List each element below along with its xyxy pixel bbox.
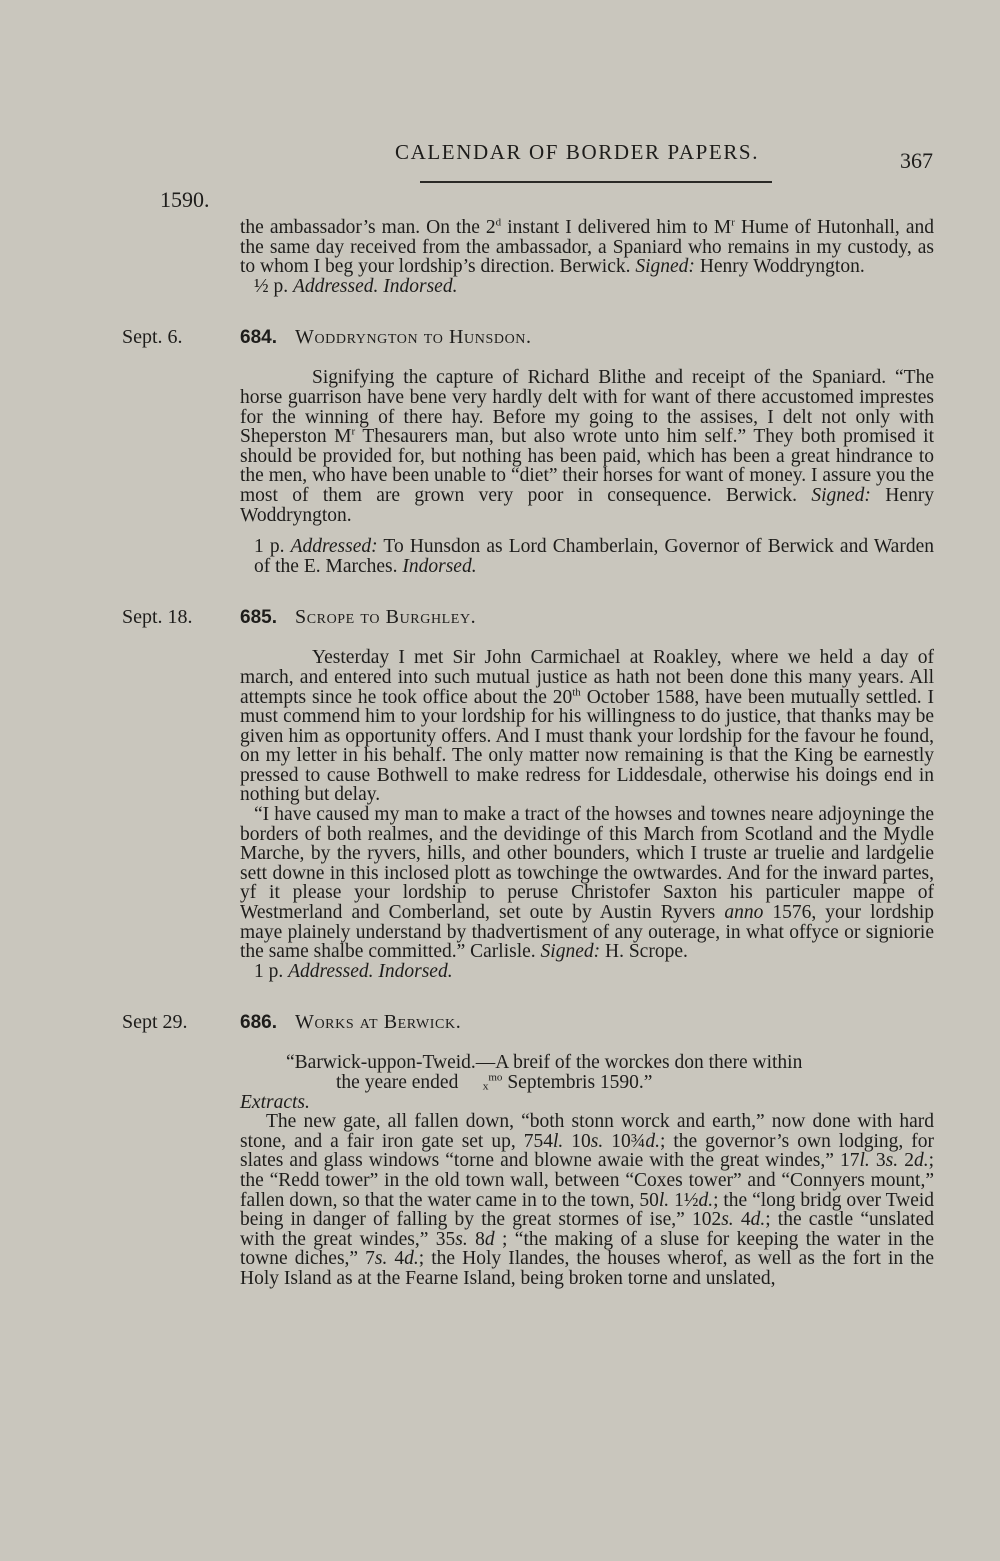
extracts-label: Extracts. <box>240 1091 310 1113</box>
entry-body-685-quote: “I have caused my man to make a tract of the howses and townes neare adjoyninge the borders of both realmes, and the devidinge of this March from Scotland and the Mydle Marche, by the ryvers, hills, and other bounders, which I truste ar truelie and lardgelie sett downe in this inclosed plott as towchinge the owtwardes. And for the inward partes, yf it please your lordship to peruse Christofer Saxton his particuler mappe of Westmerland and Comberland, set oute by Austin Ryvers anno 1576, your lordship maye plainely understand by thadvertisment of any outerage, in what offyce or signiorie the same shalbe committed.” Carlisle. Signed: H. Scrope. <box>240 804 934 963</box>
entry-body-685: Yesterday I met Sir John Carmichael at Roakley, where we held a day of march, and entered into such mutual justice as hath not been done this many years. All attempts since he took office about the 20th October 1588, have been mutually settled. I must commend him to your lordship for his willingness to do justice, that thanks may be given him as opportunity offers. And I must thank your lordship for the favour he found, on my letter in his behalf. The only matter now remaining is that the King be earnestly pressed to cause Bothwell to make redress for Liddesdale, otherwise his doings end in nothing but delay. <box>240 647 934 806</box>
margin-year: 1590. <box>160 187 210 212</box>
entry-date: Sept 29. <box>122 1011 188 1034</box>
entry-date: Sept. 18. <box>122 606 193 629</box>
entry-note-685: 1 p. Addressed. Indorsed. <box>254 960 453 982</box>
entry-title: Works at Berwick. <box>294 1011 462 1034</box>
entry-heading-684 <box>122 325 934 350</box>
continuation-note: ½ p. Addressed. Indorsed. <box>254 275 458 297</box>
header-rule <box>420 181 772 183</box>
entry-quote-686: “Barwick-uppon-Tweid.—A breif of the worckes don there within the yeare ended ₓ$^{mo}$ Septembris 1590.” <box>286 1052 803 1093</box>
page-content <box>122 216 935 1289</box>
entry-number: 686. <box>240 1012 277 1034</box>
entry-number: 685. <box>240 607 277 629</box>
entry-note-684: 1 p. Addressed: To Hunsdon as Lord Chamberlain, Governor of Berwick and Warden of the E. Marches. Indorsed. <box>254 536 934 577</box>
entry-body-684: Signifying the capture of Richard Blithe and receipt of the Spaniard. “The horse guarrison have bene very hardly delt with for want of there accustomed imprestes for the winning of there hay. Before my going to the assises, I delt not only with Sheperston $M^r$ Thesaurers man, but also wrote unto him self.” They both promised it should be provided for, but nothing has been paid, which has been a great hindrance to the men, who have been unable to “diet” their horses for want of money. I assure you the most of them are grown very poor in consequence. Berwick. Signed: Henry Woddryngton. <box>240 367 934 526</box>
entry-heading-686 <box>122 1010 934 1035</box>
page-number: 367 <box>900 148 933 173</box>
entry-heading-685 <box>122 605 934 630</box>
running-head: CALENDAR OF BORDER PAPERS. <box>395 140 760 164</box>
entry-number: 684. <box>240 327 277 349</box>
continuation-paragraph: the ambassador’s man. On the 2$^d$ instant I delivered him to $M^r$ Hume of Hutonhall, and the same day received from the ambassador, a Spaniard who remains in my custody, as to whom I beg your lordship’s direction. Berwick. Signed: Henry Woddryngton. <box>240 216 935 278</box>
entry-date: Sept. 6. <box>122 326 183 349</box>
entry-body-686: The new gate, all fallen down, “both stonn worck and earth,” now done with hard stone, and a fair iron gate set up, 754l. 10s. 10¾d.; the governor’s own lodging, for slates and glass windows “torne and blowne awaie with the great windes,” 17l. 3s. 2d.; the “Redd tower” in the old town wall, between “Coxes tower” and “Connyers mount,” fallen down, so that the water came in to the town, 50l. 1½d.; the “long bridg over Tweid being in danger of falling by the great stormes of ise,” 102s. 4d.; the castle “unslated with the great windes,” 35s. 8d ; “the making of a sluse for keeping the water in the towne diches,” 7s. 4d.; the Holy Ilandes, the houses wherof, as well as the fort in the Holy Island as at the Fearne Island, being broken torne and unslated, <box>240 1111 935 1289</box>
entry-title: Woddryngton to Hunsdon. <box>294 326 532 349</box>
entry-title: Scrope to Burghley. <box>294 606 477 629</box>
